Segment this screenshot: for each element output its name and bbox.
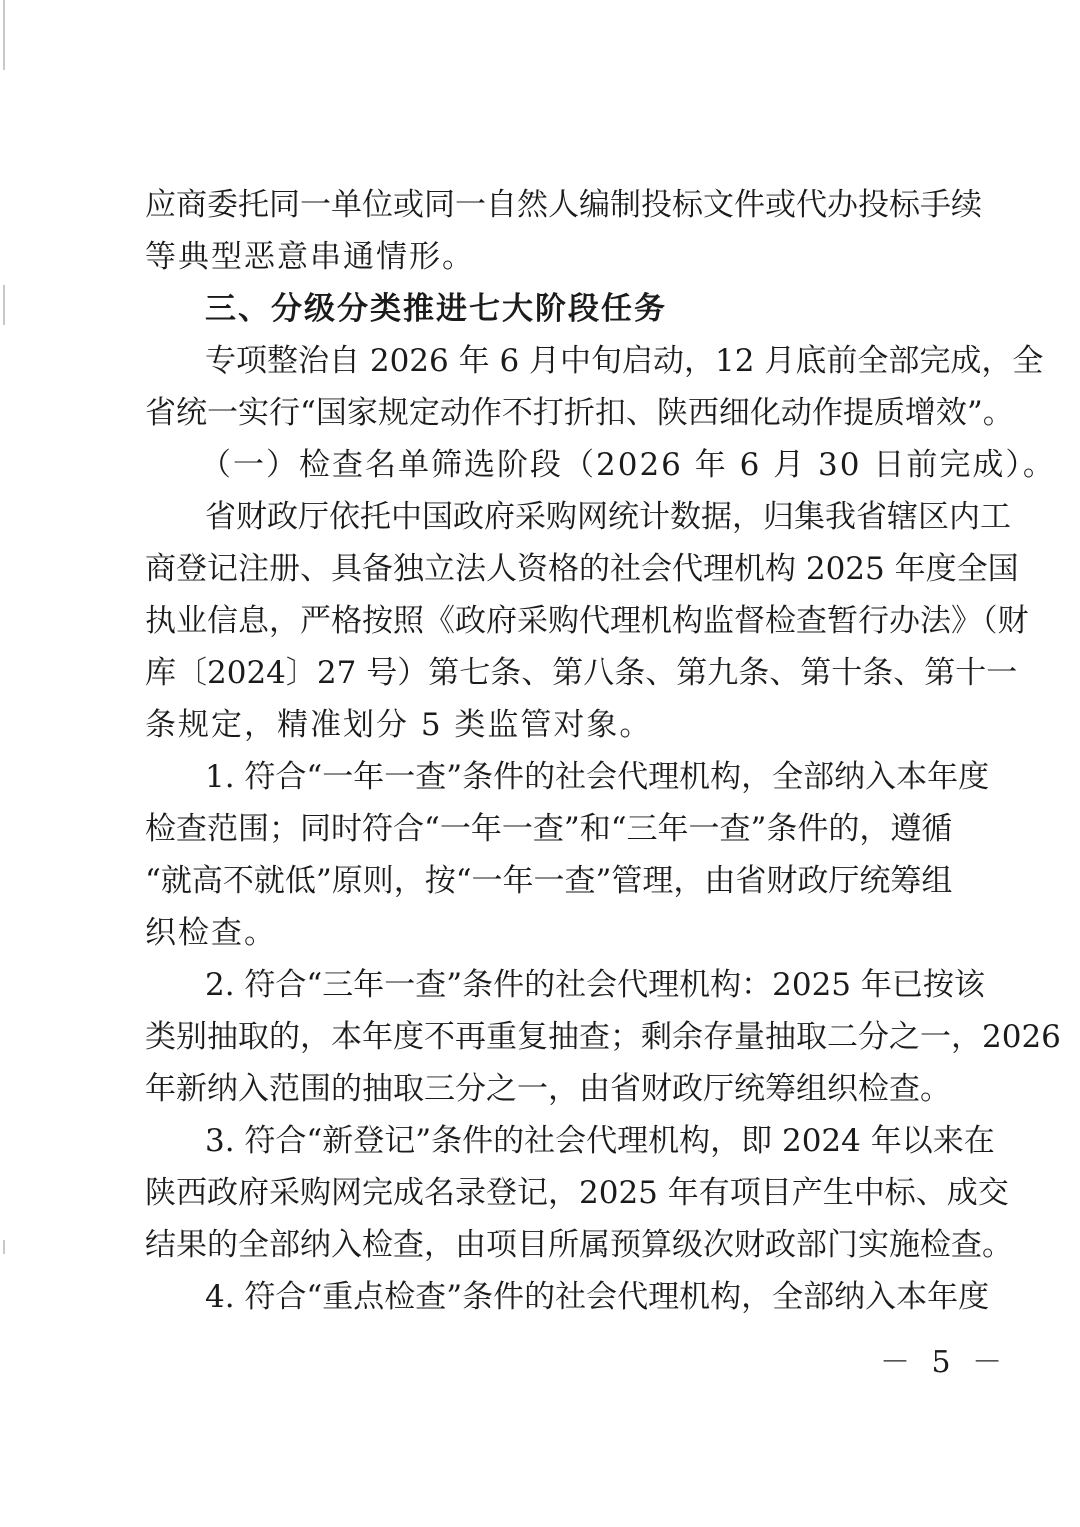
body-line: 条规定，精准划分 5 类监管对象。 [145,707,653,743]
body-line: 专项整治自 2026 年 6 月中旬启动，12 月底前全部完成，全 [205,343,1044,379]
list-item-line: 4. 符合“重点检查”条件的社会代理机构，全部纳入本年度 [205,1279,990,1315]
body-line: 类别抽取的，本年度不再重复抽查；剩余存量抽取二分之一，2026 [145,1019,1061,1055]
body-line: 等典型恶意串通情形。 [145,239,475,275]
body-line: “就高不就低”原则，按“一年一查”管理，由省财政厅统筹组 [145,863,953,899]
body-line: 库〔2024〕27 号）第七条、第八条、第九条、第十条、第十一 [145,655,1018,691]
body-line: 结果的全部纳入检查，由项目所属预算级次财政部门实施检查。 [145,1227,1013,1263]
body-line: 陕西政府采购网完成名录登记，2025 年有项目产生中标、成交 [145,1175,1009,1211]
body-line: 检查范围；同时符合“一年一查”和“三年一查”条件的，遵循 [145,811,953,847]
scan-edge-mark [3,1240,5,1254]
body-line: 省统一实行“国家规定动作不打折扣、陕西细化动作提质增效”。 [145,395,1014,431]
body-line: 省财政厅依托中国政府采购网统计数据，归集我省辖区内工 [205,499,1011,535]
body-line: 执业信息，严格按照《政府采购代理机构监督检查暂行办法》（财 [145,603,1029,639]
list-item-line: 3. 符合“新登记”条件的社会代理机构，即 2024 年以来在 [205,1123,995,1159]
body-line: 织检查。 [145,915,277,951]
page-number: － 5 － [880,1345,1009,1380]
list-item-line: 1. 符合“一年一查”条件的社会代理机构，全部纳入本年度 [205,759,990,795]
scan-edge-mark [3,285,5,325]
section-heading: 三、分级分类推进七大阶段任务 [205,291,667,327]
subsection-heading: （一）检查名单筛选阶段（2026 年 6 月 30 日前完成）。 [200,447,1056,483]
body-line: 年新纳入范围的抽取三分之一，由省财政厅统筹组织检查。 [145,1071,951,1107]
scan-edge-mark [3,0,5,70]
body-line: 商登记注册、具备独立法人资格的社会代理机构 2025 年度全国 [145,551,1019,587]
list-item-line: 2. 符合“三年一查”条件的社会代理机构：2025 年已按该 [205,967,985,1003]
body-line: 应商委托同一单位或同一自然人编制投标文件或代办投标手续 [145,187,982,223]
